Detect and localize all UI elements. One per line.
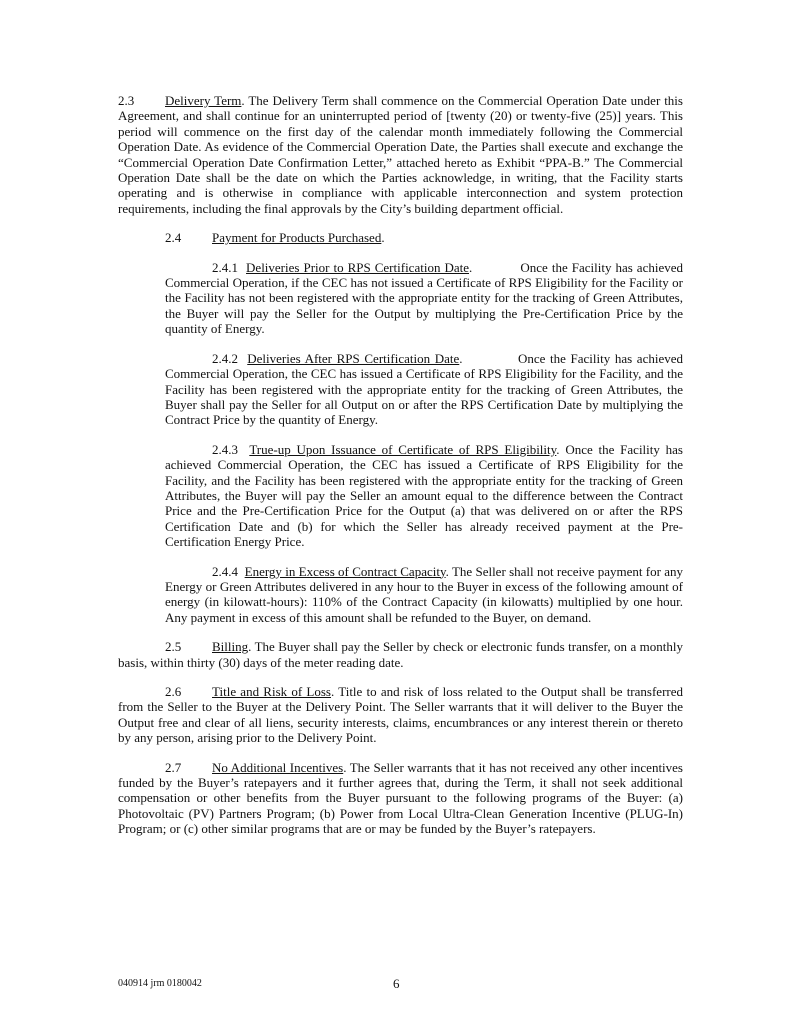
section-number: 2.5: [165, 639, 182, 655]
section-number: 2.6: [165, 684, 182, 699]
section-heading: Energy in Excess of Contract Capacity: [244, 563, 446, 579]
section-heading: Title and Risk of Loss: [212, 684, 331, 699]
section-number: 2.4: [165, 230, 182, 246]
section-number: 2.4.1: [212, 259, 238, 275]
section-2-6: [118, 684, 683, 746]
section-number: 2.4.3: [212, 441, 238, 457]
section-heading: Billing: [212, 639, 249, 655]
section-heading: Delivery Term: [165, 93, 242, 108]
section-heading: No Additional Incentives: [212, 759, 344, 775]
footer-doc-id: 040914 jrm 0180042: [118, 978, 202, 989]
section-text: . The Buyer shall pay the Seller by check or electronic funds transfer, on a monthly basis, within thirty (30) days of the meter reading date.: [118, 639, 683, 670]
section-2-5: [118, 639, 683, 670]
section-text: . Once the Facility has achieved Commercial Operation, the CEC has issued a Certificate of RPS Eligibility for the Facility, and the Facility has been registered with the appropriate entity for the tracking of Green Attributes, the Buyer shall pay the Seller for all Output on or after the RPS Certification Date by multiplying the Contract Price by the quantity of Energy.: [165, 350, 683, 428]
section-text: . The Delivery Term shall commence on the Commercial Operation Date under this Agreement, and shall continue for an uninterrupted period of [twenty (20) or twenty-five (25)] years. This period will commence on the first day of the calendar month immediately following the Commercial Operation Date. As evidence of the Commercial Operation Date, the Parties shall execute and exchange the “Commercial Operation Date Confirmation Letter,” attached hereto as Exhibit “PPA-B.” The Commercial Operation Date shall be the date on which the Parties acknowledge, in writing, that the Facility starts operating and is otherwise in compliance with applicable interconnection and system protection requirements, including the final approvals by the City’s building department official.: [118, 93, 683, 216]
section-2-4: [165, 230, 683, 245]
section-heading: True-up Upon Issuance of Certificate of RPS Eligibility: [249, 441, 557, 457]
section-text: . Once the Facility has achieved Commercial Operation, the CEC has issued a Certificate of RPS Eligibility for the Facility, and the Facility has been registered with the appropriate entity for the tracking of Green Attributes, the Buyer will pay the Seller an amount equal to the difference between the Contract Price and the Pre-Certification Price for the Output (a) that was delivered on or after the RPS Certification Date and (b) for which the Seller has already received payment at the Pre-Certification Energy Price.: [165, 441, 683, 550]
section-text: . Title to and risk of loss related to the Output shall be transferred from the Seller to the Buyer at the Delivery Point. The Seller warrants that it will deliver to the Buyer the Output free and clear of all liens, security interests, claims, encumbrances or any interest therein or thereto by any person, arising prior to the Delivery Point.: [118, 684, 683, 746]
page-number: 6: [393, 976, 400, 991]
section-number: 2.7: [165, 759, 182, 775]
section-2-4-4: [165, 564, 683, 626]
section-heading: Payment for Products Purchased: [212, 230, 382, 246]
section-text: . The Seller shall not receive payment for any Energy or Green Attributes delivered in any hour to the Buyer in excess of the following amount of energy (in kilowatt-hours): 110% of the Contract Capacity (in kilowatts) multiplied by one hour. Any payment in excess of this amount shall be refunded to the Buyer, on demand.: [165, 563, 683, 625]
section-2-4-2: [165, 351, 683, 428]
section-text: . The Seller warrants that it has not received any other incentives funded by the Buyer’s ratepayers and it further agrees that, during the Term, it shall not seek additional compensation or other benefits from the Buyer pursuant to the following programs of the Buyer: (a) Photovoltaic (PV) Partners Program; (b) Power from Local Ultra-Clean Generation Incentive (PLUG-In) Program; or (c) other similar programs that are or may be funded by the Buyer’s ratepayers.: [118, 759, 683, 837]
section-2-4-1: [165, 260, 683, 337]
section-2-7: [118, 760, 683, 837]
section-heading: Deliveries Prior to RPS Certification Date: [246, 259, 469, 275]
section-number: 2.4.2: [212, 350, 238, 366]
section-2-4-3: [165, 442, 683, 550]
section-number: 2.4.4: [212, 563, 238, 579]
section-2-3: [118, 93, 683, 216]
section-text: .: [381, 230, 385, 246]
section-number: 2.3: [118, 93, 135, 108]
section-text: . Once the Facility has achieved Commercial Operation, if the CEC has not issued a Certificate of RPS Eligibility for the Facility or the Facility has not been registered with the appropriate entity for the tracking of Green Attributes, the Buyer will pay the Seller for the Output by multiplying the Pre-Certification Price by the quantity of Energy.: [165, 259, 683, 337]
section-heading: Deliveries After RPS Certification Date: [247, 350, 460, 366]
